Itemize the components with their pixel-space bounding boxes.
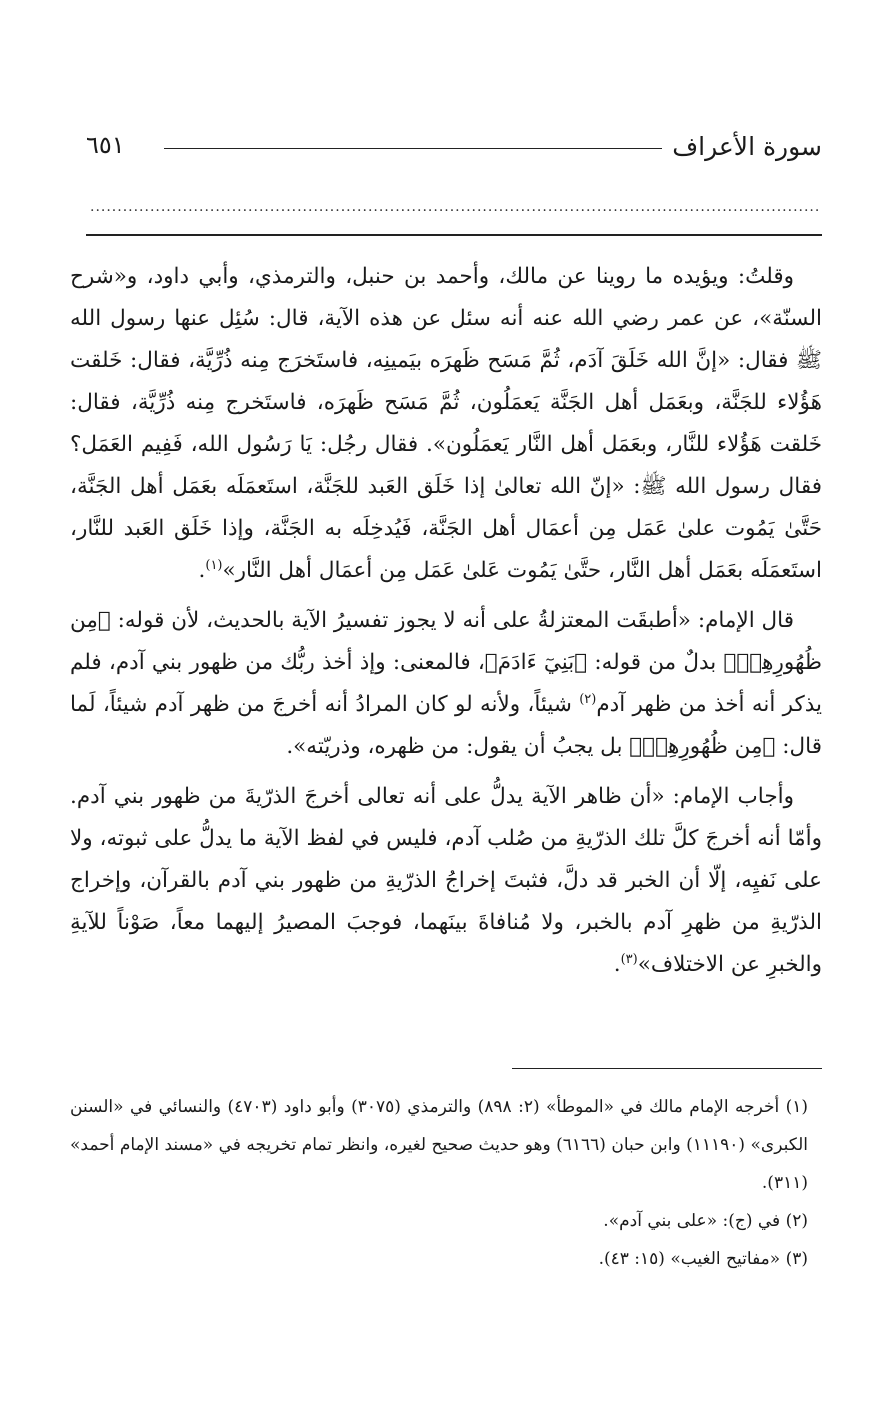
main-text [70,256,822,994]
footnotes [70,1088,822,1278]
paragraph-3 [70,776,822,986]
footnote-ref-3: (٣) [620,951,638,967]
top-rule [86,234,822,236]
footnote-1-number: (١) [785,1097,809,1117]
footnote-3 [70,1240,822,1278]
footnote-1 [70,1088,822,1202]
dotted-separator [90,200,820,214]
paragraph-1-end: . [198,558,206,583]
paragraph-2-text: قال الإمام: «أطبقَت المعتزلةُ على أنه لا يجوز تفسيرُ الآية بالحديث، لأن قوله: ﴿مِن ظُهُورِهِمۡ﴾ بدلٌ من قوله: ﴿بَنِيٓ ءَادَمَ﴾، فالمعنى: وإذ أخذ ربُّك من ظهور بني آدم، فلم يذكر أنه أخذ من ظهر آدم [70,608,822,717]
paragraph-1 [70,256,822,592]
footnote-1-text: أخرجه الإمام مالك في «الموطأ» (٢: ٨٩٨) والترمذي (٣٠٧٥) وأبو داود (٤٧٠٣) والنسائي في «السنن الكبرى» (١١١٩٠) وابن حبان (٦١٦٦) وهو حديث صحيح لغيره، وانظر تمام تخريجه في «مسند الإمام أحمد» (٣١١). [70,1097,808,1193]
footnote-2-text: في (ج): «على بني آدم». [603,1211,781,1231]
footnote-3-number: (٣) [785,1249,808,1269]
page-number: ٦٥١ [86,131,125,159]
footnote-rule [512,1068,822,1069]
footnote-2 [70,1202,822,1240]
footnote-2-number: (٢) [785,1211,808,1231]
paragraph-2-tail: شيئاً، ولأنه لو كان المرادُ أنه أخرجَ من ظهر آدم شيئاً، لَما قال: ﴿مِن ظُهُورِهِمۡ﴾ بل يجبُ أن يقول: من ظهره، وذريّته». [70,692,822,759]
surah-title: سورة الأعراف [672,132,822,161]
footnote-ref-2: (٢) [579,691,597,707]
page-header [86,128,822,168]
paragraph-1-text: وقلتُ: ويؤيده ما روينا عن مالك، وأحمد بن حنبل، والترمذي، وأبي داود، و«شرح السنّة»، عن عمر رضي الله عنه أنه سئل عن هذه الآية، قال: سُئِل عنها رسول الله ﷺ فقال: «إنَّ الله خَلَقَ آدَم، ثُمَّ مَسَح ظَهرَه بيَمينِه، فاستَخرَج مِنه ذُرِّيَّة، فقال: خَلقت هَؤُلاء للجَنَّة، وبعَمَل أهل الجَنَّة يَعمَلُون، ثُمَّ مَسَح ظَهرَه، فاستَخرج مِنه ذُرِّيَّة، فقال: خَلقت هَؤُلاء للنَّار، وبعَمَل أهل النَّار يَعمَلُون». فقال رجُل: يَا رَسُول الله، فَفِيم العَمَل؟ فقال رسول الله ﷺ: «إنّ الله تعالىٰ إذا خَلَق العَبد للجَنَّة، استَعمَلَه بعَمَل أهل الجَنَّة، حَتَّىٰ يَمُوت علىٰ عَمَل مِن أعمَال أهل الجَنَّة، فَيُدخِلَه به الجَنَّة، وإذا خَلَق العَبد للنَّار، استَعمَلَه بعَمَل أهل النَّار، حتَّىٰ يَمُوت عَلىٰ عَمَل مِن أعمَال أهل النَّار» [70,264,822,583]
paragraph-2 [70,600,822,768]
header-rule [164,148,662,149]
paragraph-3-end: . [613,952,621,977]
paragraph-3-text: وأجاب الإمام: «أن ظاهر الآية يدلُّ على أنه تعالى أخرجَ الذرّيةَ من ظهور بني آدم. وأمّا أنه أخرجَ كلَّ تلك الذرّيةِ من صُلب آدم، فليس في لفظ الآية ما يدلُّ على ثبوته، ولا على نَفيِه، إلّا أن الخبر قد دلَّ، فثبتَ إخراجُ الذرّيةِ من ظهور بني آدم بالقرآن، وإخراج الذرّيةِ من ظهرِ آدم بالخبر، ولا مُنافاةَ بينَهما، فوجبَ المصيرُ إليهما معاً، صَوْناً للآيةِ والخبرِ عن الاختلاف» [70,784,822,977]
footnote-ref-1: (١) [205,557,223,573]
footnote-3-text: «مفاتيح الغيب» (١٥: ٤٣). [598,1249,781,1269]
